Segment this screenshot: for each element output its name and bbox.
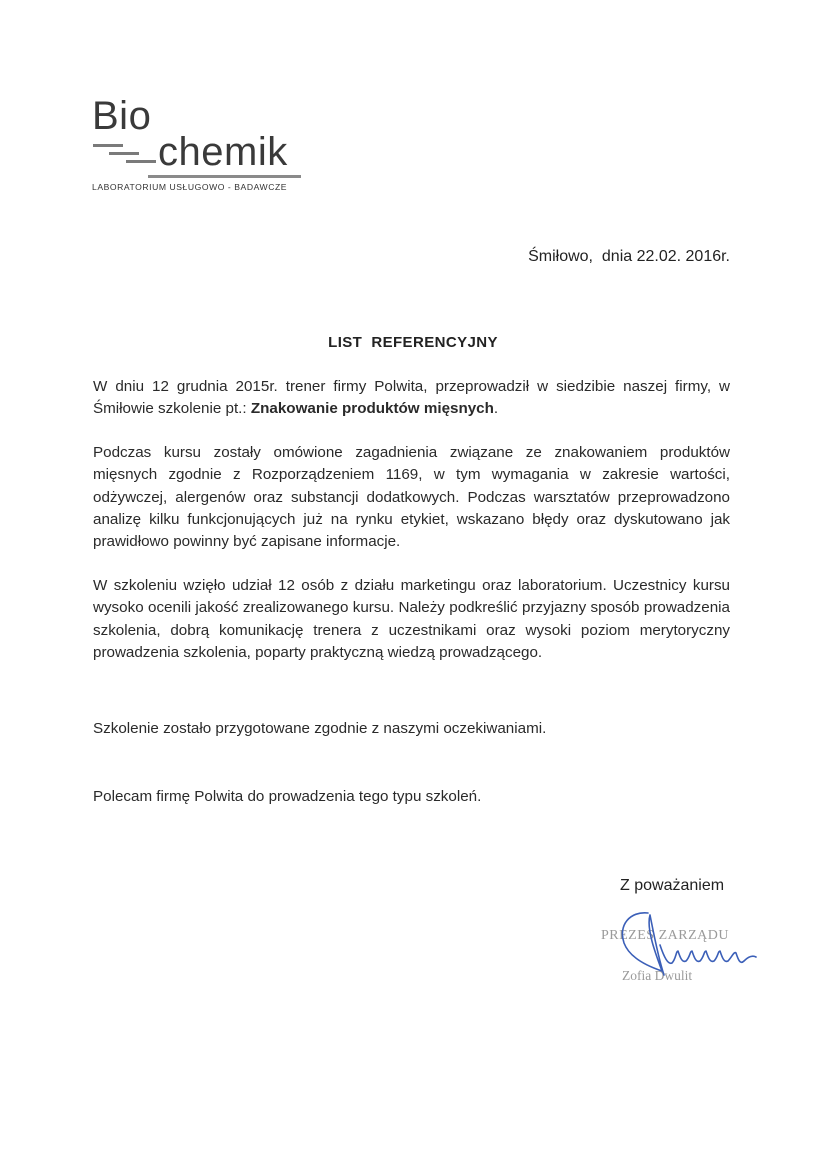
- paragraph-expectations: Szkolenie zostało przygotowane zgodnie z naszymi oczekiwaniami.: [93, 720, 547, 737]
- logo-text-chemik: chemik: [158, 130, 288, 174]
- logo-dash-decoration: [109, 152, 139, 155]
- paragraph-intro: [93, 376, 730, 421]
- place-and-date: Śmiłowo, dnia 22.02. 2016r.: [528, 248, 730, 265]
- closing-regards: Z poważaniem: [620, 877, 725, 894]
- logo-dash-decoration: [93, 144, 123, 147]
- paragraph-intro-end: .: [493, 400, 499, 418]
- training-title: Znakowanie produktów mięsnych: [250, 400, 494, 418]
- stamp-title: PREZES ZARZĄDU: [601, 928, 729, 943]
- paragraph-participants: W szkoleniu wzięło udział 12 osób z działu marketingu oraz laboratorium. Uczestnicy kursu wysoko ocenili jakość zrealizowanego kursu. Należy podkreślić przyjazny sposób prowadzenia szkolenia, dobrą komunikację trenera z uczestnikami oraz wysoki poziom merytoryczny prowadzenia szkolenia, poparty praktyczną wiedzą prowadzącego.: [93, 577, 730, 661]
- paragraph-recommendation: Polecam firmę Polwita do prowadzenia tego typu szkoleń.: [93, 788, 482, 805]
- stamp-name: Zofia Dwulit: [622, 968, 693, 983]
- paragraph-intro-text: W dniu 12 grudnia 2015r. trener firmy Polwita, przeprowadził w siedzibie naszej firmy, w Śmiłowie szkolenie pt.:: [93, 378, 730, 418]
- company-logo: [90, 96, 320, 196]
- logo-tagline: LABORATORIUM USŁUGOWO - BADAWCZE: [92, 182, 288, 192]
- logo-underline: [148, 175, 301, 178]
- logo-dash-decoration: [126, 160, 156, 163]
- handwritten-signature: [610, 905, 760, 990]
- document-title: LIST REFERENCYJNY: [328, 334, 498, 351]
- logo-text-bio: Bio: [92, 94, 152, 138]
- paragraph-course-content: Podczas kursu zostały omówione zagadnienia związane ze znakowaniem produktów mięsnych zgodnie z Rozporządzeniem 1169, w tym wymagania w zakresie wartości, odżywczej, alergenów oraz substancji dodatkowych. Podczas warsztatów przeprowadzono analizę kilku funkcjonujących już na rynku etykiet, wskazano błędy oraz dyskutowano jak prawidłowo powinny być zapisane informacje.: [93, 444, 730, 551]
